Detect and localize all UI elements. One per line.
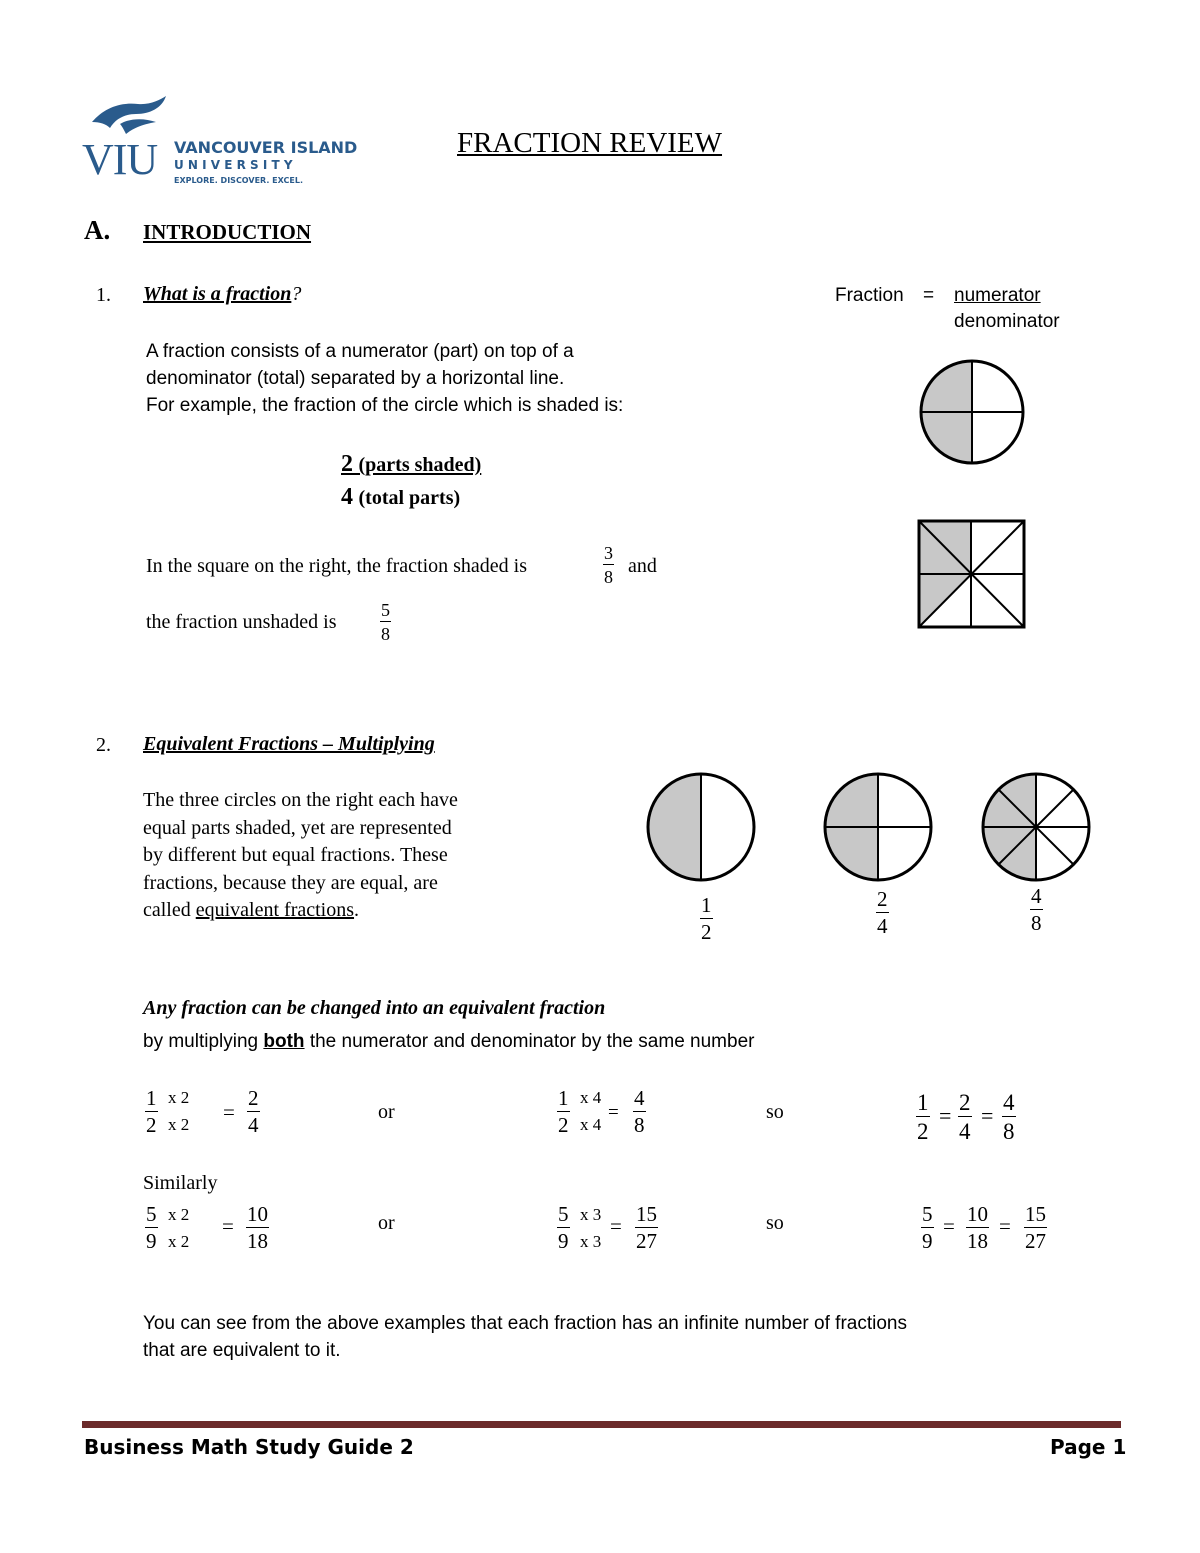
q1-qmark: ? bbox=[291, 283, 302, 305]
shaded-numerator-line bbox=[341, 448, 481, 481]
formula-denominator: denominator bbox=[954, 311, 1060, 332]
section-heading: INTRODUCTION bbox=[143, 220, 312, 244]
q2-para-pre: called bbox=[143, 899, 196, 921]
fraction-numerator: 1 bbox=[558, 1086, 569, 1110]
fraction-denominator: 9 bbox=[146, 1229, 157, 1253]
so-word: so bbox=[766, 1212, 784, 1234]
footer-bar bbox=[82, 1421, 1121, 1428]
shaded-example bbox=[341, 448, 481, 514]
fraction-denominator: 8 bbox=[1031, 911, 1042, 935]
eighths-circle-diagram bbox=[980, 772, 1092, 882]
or-word: or bbox=[378, 1101, 395, 1123]
fraction-numerator: 2 bbox=[248, 1086, 259, 1110]
quarter-circle-diagram bbox=[917, 359, 1027, 465]
fraction-numerator: 5 bbox=[381, 600, 390, 620]
fraction-numerator: 4 bbox=[1003, 1090, 1015, 1115]
logo-abbr: VIU bbox=[82, 135, 158, 184]
square-text-and: and bbox=[628, 555, 657, 577]
total-denominator: 4 bbox=[341, 484, 353, 510]
fraction-denominator: 8 bbox=[604, 567, 613, 587]
rule-post: the numerator and denominator by the same number bbox=[304, 1031, 755, 1052]
q1-heading-wrap bbox=[143, 283, 301, 306]
q1-para-line: denominator (total) separated by a horizontal line. bbox=[146, 368, 565, 389]
fraction-numerator: 1 bbox=[701, 893, 712, 917]
row1-a-result bbox=[247, 1088, 260, 1136]
fraction-numerator: 1 bbox=[917, 1090, 929, 1115]
row1-b-result bbox=[633, 1088, 646, 1136]
fraction-denominator: 18 bbox=[247, 1229, 268, 1253]
row2-b-result bbox=[635, 1204, 658, 1252]
row2-c-frac-2 bbox=[966, 1204, 989, 1252]
equals-sign: = bbox=[608, 1102, 619, 1123]
formula-numerator: numerator bbox=[954, 285, 1041, 306]
row2-c-frac-3 bbox=[1024, 1204, 1047, 1252]
formula-eq: = bbox=[923, 285, 935, 306]
unshaded-text: the fraction unshaded is bbox=[146, 611, 337, 633]
q2-para-post: . bbox=[354, 899, 360, 921]
closing-line: You can see from the above examples that each fraction has an infinite number of fractions bbox=[143, 1313, 907, 1334]
q2-para-line: The three circles on the right each have bbox=[143, 789, 458, 811]
row1-c-frac-1 bbox=[916, 1091, 930, 1143]
logo-name: VANCOUVER ISLAND bbox=[174, 138, 358, 157]
fraction-numerator: 2 bbox=[959, 1090, 971, 1115]
row1-a-fraction bbox=[145, 1088, 158, 1136]
rule-pre: by multiplying bbox=[143, 1031, 264, 1052]
q2-heading: Equivalent Fractions – Multiplying bbox=[143, 733, 435, 755]
fraction-numerator: 15 bbox=[636, 1202, 657, 1226]
rule-bold: both bbox=[263, 1031, 305, 1052]
equals-sign: = bbox=[223, 1100, 235, 1124]
fraction-numerator: 4 bbox=[1031, 884, 1042, 908]
unshaded-fraction bbox=[380, 601, 391, 643]
fraction-numerator: 2 bbox=[877, 887, 888, 911]
equals-sign: = bbox=[943, 1214, 955, 1238]
fraction-denominator: 18 bbox=[967, 1229, 988, 1253]
section-letter: A. bbox=[84, 215, 111, 245]
equals-sign: = bbox=[939, 1103, 952, 1128]
similarly-label: Similarly bbox=[143, 1172, 218, 1194]
logo-tagline: EXPLORE. DISCOVER. EXCEL. bbox=[174, 176, 304, 185]
viu-logo bbox=[82, 96, 382, 188]
footer-page-number: Page 1 bbox=[1050, 1435, 1127, 1459]
shaded-numerator: 2 bbox=[341, 451, 353, 477]
circle-fraction-eighths bbox=[1030, 886, 1043, 934]
total-denominator-label: (total parts) bbox=[358, 487, 461, 509]
equivalent-fractions-term: equivalent fractions bbox=[195, 899, 355, 921]
shaded-numerator-label: (parts shaded) bbox=[358, 454, 482, 476]
q1-para-line: For example, the fraction of the circle which is shaded is: bbox=[146, 395, 624, 416]
or-word: or bbox=[378, 1212, 395, 1234]
fraction-denominator: 4 bbox=[248, 1113, 259, 1137]
row2-a-fraction bbox=[145, 1204, 158, 1252]
square-fraction bbox=[603, 544, 614, 586]
fraction-numerator: 3 bbox=[604, 543, 613, 563]
circle-fraction-quarters bbox=[876, 889, 889, 937]
fraction-denominator: 8 bbox=[381, 624, 390, 644]
fraction-numerator: 5 bbox=[922, 1202, 933, 1226]
fraction-denominator: 9 bbox=[558, 1229, 569, 1253]
row2-a-result bbox=[246, 1204, 269, 1252]
equals-sign: = bbox=[981, 1103, 994, 1128]
q1-paragraph bbox=[146, 338, 623, 419]
square-text: In the square on the right, the fraction shaded is bbox=[146, 555, 527, 577]
page-title: FRACTION REVIEW bbox=[457, 127, 723, 159]
fraction-denominator: 8 bbox=[1003, 1119, 1015, 1144]
fraction-numerator: 4 bbox=[634, 1086, 645, 1110]
q2-para-line-last bbox=[143, 897, 458, 925]
fraction-denominator: 27 bbox=[636, 1229, 657, 1253]
fraction-numerator: 10 bbox=[967, 1202, 988, 1226]
fraction-numerator: 5 bbox=[146, 1202, 157, 1226]
equals-sign: = bbox=[999, 1214, 1011, 1238]
row1-a-mult-num: x 2 bbox=[168, 1088, 190, 1107]
fraction-numerator: 5 bbox=[558, 1202, 569, 1226]
closing-paragraph bbox=[143, 1310, 907, 1364]
q2-paragraph bbox=[143, 787, 458, 925]
closing-line: that are equivalent to it. bbox=[143, 1340, 341, 1361]
row2-a-mult-den: x 2 bbox=[168, 1232, 190, 1251]
fraction-denominator: 2 bbox=[558, 1113, 569, 1137]
row2-a-mult-num: x 2 bbox=[168, 1205, 190, 1224]
rule-heading: Any fraction can be changed into an equivalent fraction bbox=[143, 997, 606, 1019]
row2-b-fraction bbox=[557, 1204, 570, 1252]
row1-b-mult-num: x 4 bbox=[580, 1088, 602, 1107]
formula-label: Fraction bbox=[835, 285, 904, 306]
logo-sub: U N I V E R S I T Y bbox=[174, 158, 293, 172]
row2-c-frac-1 bbox=[921, 1204, 934, 1252]
row2-b-mult-den: x 3 bbox=[580, 1232, 602, 1251]
q2-number: 2. bbox=[96, 734, 111, 756]
square-text-line bbox=[146, 555, 527, 578]
fraction-denominator: 27 bbox=[1025, 1229, 1046, 1253]
wave-icon bbox=[90, 96, 170, 136]
total-denominator-line bbox=[341, 481, 481, 514]
fraction-denominator: 8 bbox=[634, 1113, 645, 1137]
fraction-denominator: 2 bbox=[146, 1113, 157, 1137]
q1-number: 1. bbox=[96, 284, 111, 306]
fraction-denominator: 4 bbox=[959, 1119, 971, 1144]
row1-c-frac-3 bbox=[1002, 1091, 1016, 1143]
row1-c-frac-2 bbox=[958, 1091, 972, 1143]
row1-b-fraction bbox=[557, 1088, 570, 1136]
fraction-denominator: 4 bbox=[877, 914, 888, 938]
q1-heading: What is a fraction bbox=[143, 283, 292, 305]
row1-b-mult-den: x 4 bbox=[580, 1115, 602, 1134]
so-word: so bbox=[766, 1101, 784, 1123]
q2-para-line: equal parts shaded, yet are represented bbox=[143, 816, 452, 839]
fraction-numerator: 10 bbox=[247, 1202, 268, 1226]
square-eighths-diagram bbox=[917, 519, 1027, 630]
circle-fraction-half bbox=[700, 895, 713, 943]
rule-line bbox=[143, 1031, 754, 1053]
row1-a-mult-den: x 2 bbox=[168, 1115, 190, 1134]
footer-left: Business Math Study Guide 2 bbox=[84, 1435, 414, 1459]
fraction-denominator: 9 bbox=[922, 1229, 933, 1253]
equals-sign: = bbox=[610, 1214, 622, 1238]
quarters-circle-diagram bbox=[822, 772, 934, 882]
equals-sign: = bbox=[222, 1214, 234, 1238]
fraction-denominator: 2 bbox=[917, 1119, 929, 1144]
half-circle-diagram bbox=[645, 772, 757, 882]
fraction-numerator: 15 bbox=[1025, 1202, 1046, 1226]
row2-b-mult-num: x 3 bbox=[580, 1205, 602, 1224]
q1-para-line: A fraction consists of a numerator (part) on top of a bbox=[146, 341, 574, 362]
fraction-numerator: 1 bbox=[146, 1086, 157, 1110]
fraction-denominator: 2 bbox=[701, 920, 712, 944]
q2-para-line: by different but equal fractions. These bbox=[143, 844, 448, 866]
q2-para-line: fractions, because they are equal, are bbox=[143, 871, 438, 894]
